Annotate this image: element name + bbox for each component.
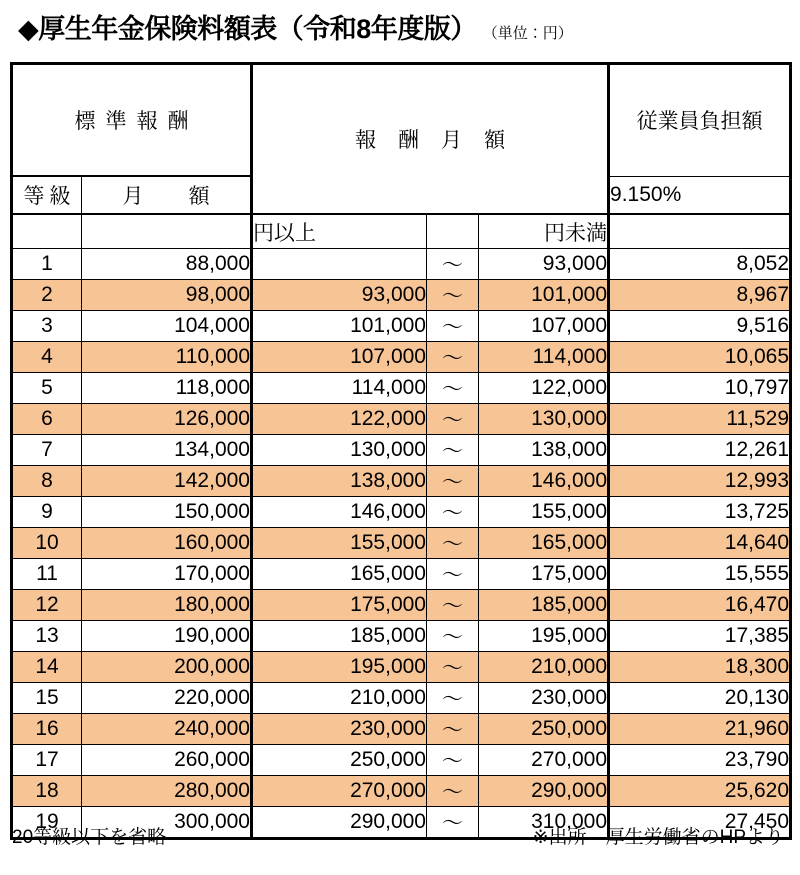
header-standard-remuneration: 標準報酬 <box>12 64 252 177</box>
cell-range-from: 270,000 <box>252 776 427 807</box>
table-row <box>12 311 791 342</box>
cell-standard-monthly: 170,000 <box>82 559 252 590</box>
cell-range-tilde: ～ <box>427 466 479 497</box>
cell-grade: 17 <box>12 745 82 776</box>
page-title-text <box>18 16 477 43</box>
cell-employee-share: 21,960 <box>609 714 791 745</box>
cell-employee-share: 12,261 <box>609 435 791 466</box>
table-row <box>12 528 791 559</box>
cell-standard-monthly: 160,000 <box>82 528 252 559</box>
cell-standard-monthly: 220,000 <box>82 683 252 714</box>
table-row <box>12 776 791 807</box>
cell-range-from: 165,000 <box>252 559 427 590</box>
header-rate-value: 9.150% <box>609 176 791 214</box>
header-spacer-grade <box>12 214 82 249</box>
table-row <box>12 497 791 528</box>
cell-standard-monthly: 118,000 <box>82 373 252 404</box>
cell-range-tilde: ～ <box>427 714 479 745</box>
cell-employee-share: 15,555 <box>609 559 791 590</box>
cell-range-tilde: ～ <box>427 435 479 466</box>
cell-grade: 6 <box>12 404 82 435</box>
cell-grade: 3 <box>12 311 82 342</box>
cell-grade: 14 <box>12 652 82 683</box>
cell-grade: 11 <box>12 559 82 590</box>
cell-standard-monthly: 134,000 <box>82 435 252 466</box>
cell-range-to: 155,000 <box>479 497 609 528</box>
cell-range-tilde: ～ <box>427 342 479 373</box>
cell-grade: 19 <box>12 807 82 839</box>
cell-range-tilde: ～ <box>427 373 479 404</box>
cell-range-to: 270,000 <box>479 745 609 776</box>
premium-table-container <box>10 62 789 840</box>
cell-range-tilde: ～ <box>427 249 479 280</box>
header-spacer-tilde <box>427 214 479 249</box>
cell-employee-share: 14,640 <box>609 528 791 559</box>
table-row <box>12 249 791 280</box>
cell-range-tilde: ～ <box>427 497 479 528</box>
cell-range-to: 114,000 <box>479 342 609 373</box>
cell-grade: 8 <box>12 466 82 497</box>
cell-range-to: 107,000 <box>479 311 609 342</box>
cell-range-to: 101,000 <box>479 280 609 311</box>
table-row <box>12 342 791 373</box>
cell-range-to: 195,000 <box>479 621 609 652</box>
cell-range-to: 250,000 <box>479 714 609 745</box>
cell-range-from: 107,000 <box>252 342 427 373</box>
cell-standard-monthly: 142,000 <box>82 466 252 497</box>
cell-grade: 9 <box>12 497 82 528</box>
cell-range-tilde: ～ <box>427 528 479 559</box>
cell-range-tilde: ～ <box>427 404 479 435</box>
cell-range-from: 210,000 <box>252 683 427 714</box>
cell-standard-monthly: 88,000 <box>82 249 252 280</box>
cell-range-to: 185,000 <box>479 590 609 621</box>
cell-employee-share: 16,470 <box>609 590 791 621</box>
cell-range-to: 138,000 <box>479 435 609 466</box>
table-header <box>12 64 791 249</box>
cell-employee-share: 23,790 <box>609 745 791 776</box>
cell-range-from: 175,000 <box>252 590 427 621</box>
cell-grade: 12 <box>12 590 82 621</box>
cell-grade: 13 <box>12 621 82 652</box>
cell-grade: 1 <box>12 249 82 280</box>
cell-range-tilde: ～ <box>427 280 479 311</box>
cell-employee-share: 20,130 <box>609 683 791 714</box>
cell-range-to: 93,000 <box>479 249 609 280</box>
cell-grade: 7 <box>12 435 82 466</box>
cell-employee-share: 8,052 <box>609 249 791 280</box>
cell-employee-share: 10,797 <box>609 373 791 404</box>
cell-range-from: 146,000 <box>252 497 427 528</box>
cell-grade: 10 <box>12 528 82 559</box>
cell-range-tilde: ～ <box>427 745 479 776</box>
table-row <box>12 652 791 683</box>
cell-range-to: 210,000 <box>479 652 609 683</box>
cell-range-from: 101,000 <box>252 311 427 342</box>
header-spacer-monthly <box>82 214 252 249</box>
cell-standard-monthly: 280,000 <box>82 776 252 807</box>
cell-grade: 2 <box>12 280 82 311</box>
table-row <box>12 280 791 311</box>
cell-range-to: 146,000 <box>479 466 609 497</box>
premium-table <box>10 62 792 840</box>
cell-standard-monthly: 300,000 <box>82 807 252 839</box>
cell-employee-share: 27,450 <box>609 807 791 839</box>
cell-range-tilde: ～ <box>427 807 479 839</box>
cell-employee-share: 9,516 <box>609 311 791 342</box>
cell-range-tilde: ～ <box>427 590 479 621</box>
cell-standard-monthly: 240,000 <box>82 714 252 745</box>
cell-range-tilde: ～ <box>427 621 479 652</box>
cell-standard-monthly: 98,000 <box>82 280 252 311</box>
table-row <box>12 683 791 714</box>
cell-standard-monthly: 180,000 <box>82 590 252 621</box>
page-title-main: 厚生年金保険料額表（令和8年度版） <box>38 14 477 44</box>
table-row <box>12 435 791 466</box>
cell-range-from: 93,000 <box>252 280 427 311</box>
cell-employee-share: 18,300 <box>609 652 791 683</box>
header-monthly-amount: 月 額 <box>82 176 252 214</box>
header-remuneration-monthly: 報酬月額 <box>252 64 609 215</box>
cell-employee-share: 11,529 <box>609 404 791 435</box>
cell-range-to: 290,000 <box>479 776 609 807</box>
cell-range-from: 250,000 <box>252 745 427 776</box>
table-row <box>12 559 791 590</box>
cell-range-to: 122,000 <box>479 373 609 404</box>
cell-employee-share: 8,967 <box>609 280 791 311</box>
table-body <box>12 249 791 839</box>
diamond-bullet-icon: ◆ <box>18 14 39 44</box>
cell-employee-share: 25,620 <box>609 776 791 807</box>
table-row <box>12 590 791 621</box>
cell-range-to: 130,000 <box>479 404 609 435</box>
cell-employee-share: 13,725 <box>609 497 791 528</box>
footer-source-note: ※出所 厚生労働省のHPより <box>532 827 784 848</box>
footer-omitted-note: 20等級以下を省略 <box>12 827 167 848</box>
cell-range-to: 175,000 <box>479 559 609 590</box>
cell-grade: 4 <box>12 342 82 373</box>
cell-range-from: 185,000 <box>252 621 427 652</box>
cell-range-from: 138,000 <box>252 466 427 497</box>
header-yen-or-more: 円以上 <box>252 214 427 249</box>
page-title-unit: （単位：円） <box>482 25 573 42</box>
cell-employee-share: 10,065 <box>609 342 791 373</box>
cell-range-from: 290,000 <box>252 807 427 839</box>
cell-range-to: 230,000 <box>479 683 609 714</box>
cell-standard-monthly: 126,000 <box>82 404 252 435</box>
cell-range-tilde: ～ <box>427 776 479 807</box>
cell-standard-monthly: 104,000 <box>82 311 252 342</box>
table-row <box>12 621 791 652</box>
cell-employee-share: 12,993 <box>609 466 791 497</box>
table-row <box>12 373 791 404</box>
cell-range-from: 195,000 <box>252 652 427 683</box>
cell-grade: 15 <box>12 683 82 714</box>
cell-range-from: 230,000 <box>252 714 427 745</box>
header-spacer-share <box>609 214 791 249</box>
cell-standard-monthly: 200,000 <box>82 652 252 683</box>
table-row <box>12 466 791 497</box>
footer-notes <box>12 822 788 849</box>
cell-range-from: 114,000 <box>252 373 427 404</box>
cell-grade: 16 <box>12 714 82 745</box>
cell-range-from: 155,000 <box>252 528 427 559</box>
cell-employee-share: 17,385 <box>609 621 791 652</box>
cell-standard-monthly: 110,000 <box>82 342 252 373</box>
table-row <box>12 404 791 435</box>
cell-standard-monthly: 190,000 <box>82 621 252 652</box>
cell-standard-monthly: 150,000 <box>82 497 252 528</box>
cell-range-to: 310,000 <box>479 807 609 839</box>
header-row-groups <box>12 64 791 177</box>
cell-range-tilde: ～ <box>427 652 479 683</box>
cell-standard-monthly: 260,000 <box>82 745 252 776</box>
cell-range-tilde: ～ <box>427 311 479 342</box>
table-row <box>12 745 791 776</box>
cell-range-to: 165,000 <box>479 528 609 559</box>
cell-range-from: 122,000 <box>252 404 427 435</box>
table-row <box>12 714 791 745</box>
cell-range-from <box>252 249 427 280</box>
header-grade: 等級 <box>12 176 82 214</box>
cell-range-from: 130,000 <box>252 435 427 466</box>
cell-grade: 18 <box>12 776 82 807</box>
header-employee-share: 従業員負担額 <box>609 64 791 177</box>
cell-grade: 5 <box>12 373 82 404</box>
cell-range-tilde: ～ <box>427 683 479 714</box>
cell-range-tilde: ～ <box>427 559 479 590</box>
header-yen-less-than: 円未満 <box>479 214 609 249</box>
page-title <box>18 16 573 43</box>
header-row-units <box>12 214 791 249</box>
